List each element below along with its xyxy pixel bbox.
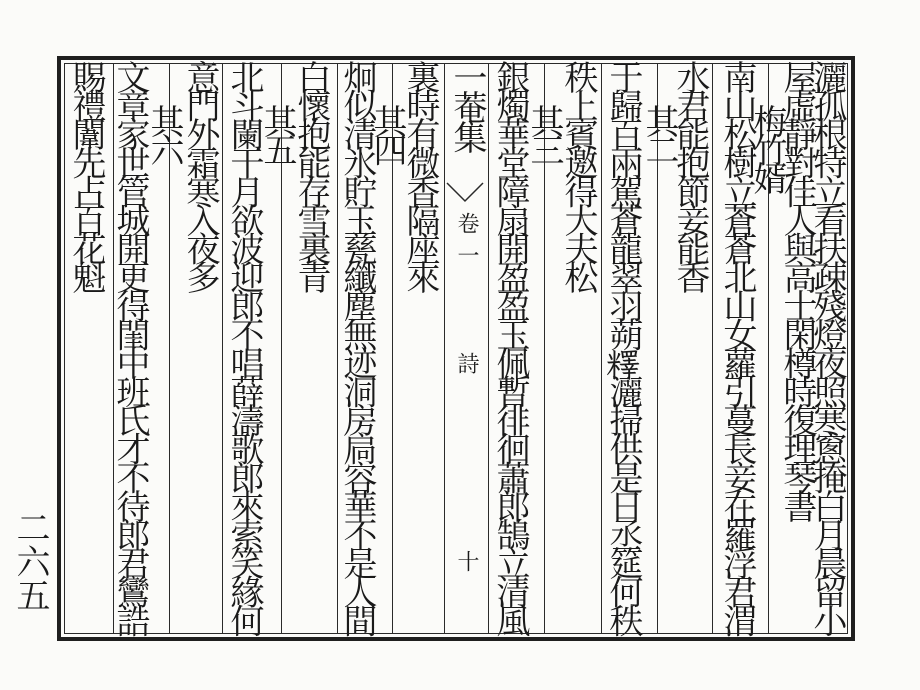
- text-column: 炯似清氷貯玉甆纖塵無迹洞房扃容華不是人間: [337, 60, 377, 633]
- page-number: 二六五: [10, 510, 50, 612]
- text-column: 文章家世管城開更得閨中班氏才不待郎君鸞誥: [110, 60, 150, 633]
- text-column: 其四: [367, 104, 407, 162]
- text-column: 梅竹婿: [747, 104, 787, 190]
- text-column: 裏時有微香隔座來: [400, 60, 440, 289]
- leaf-number: 十: [454, 550, 479, 582]
- column-rule: [712, 63, 713, 634]
- text-column: 水君能抱節妾能香: [670, 60, 710, 289]
- text-column: 意門外霜寒入夜多: [180, 60, 220, 289]
- book-title: 一菴集: [447, 60, 487, 150]
- text-column: 其三: [524, 104, 564, 162]
- text-column: 賜禮闈先占百花魁: [66, 60, 106, 289]
- volume-label: 卷一: [454, 212, 479, 276]
- text-column: 其六: [144, 104, 184, 162]
- text-column: 銀燭華堂障扇開盈盈玉佩暫徘徊蕭郎鵠立清風: [490, 60, 530, 633]
- text-column: 白懷抱能存雪裏青: [291, 60, 331, 289]
- text-column: 南山松樹立蒼蒼北山女蘿引蔓長妾在羅浮君渭: [717, 60, 757, 633]
- fishtail-marker: [445, 181, 485, 205]
- text-column: 于歸百兩駕蒼龍翠羽蒴𥼶灑掃供是日丞筵何秩: [603, 60, 643, 633]
- text-column: 其二: [639, 104, 679, 162]
- text-column: 秩上賓邀得大夫松: [558, 60, 598, 289]
- text-column: 北斗闌干月欲波迎郎不唱薛濤歌郎來索笑緣何: [224, 60, 264, 633]
- text-column: 灑孤根特立看扶疎殘燈夜照寒窻掩白月晨留小: [807, 60, 847, 633]
- text-column: 其五: [257, 104, 297, 162]
- section-label: 詩: [454, 352, 479, 384]
- text-column: 屋虛靜對佳人與高士閑樽時復理琴書: [777, 60, 817, 518]
